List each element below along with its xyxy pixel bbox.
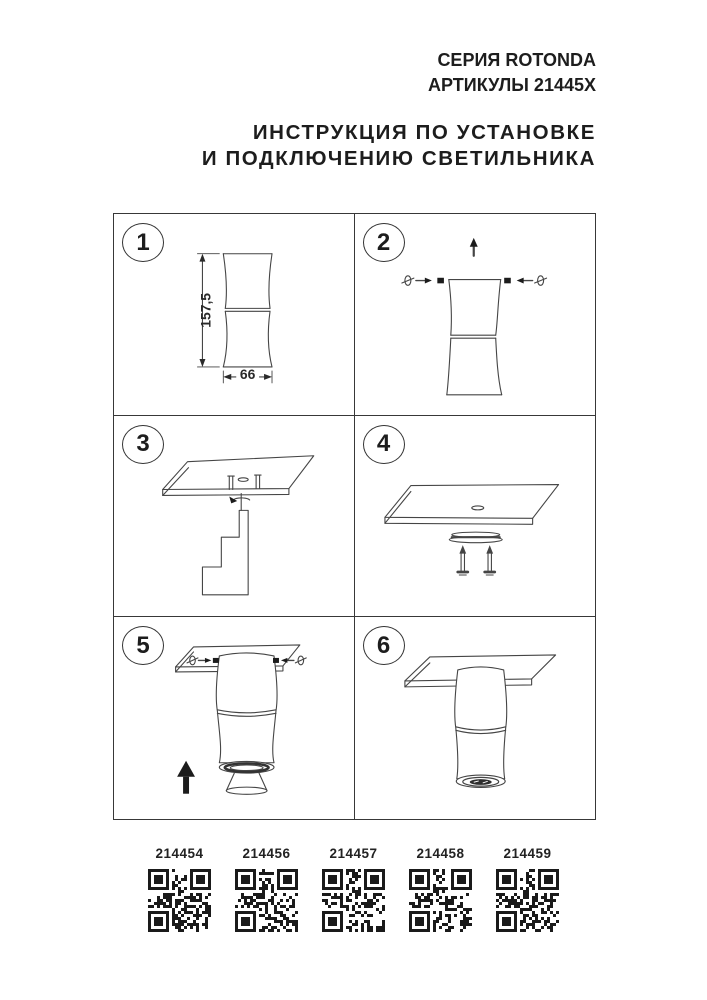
qr-item (409, 846, 473, 932)
qr-item (148, 846, 212, 932)
qr-row (0, 846, 707, 932)
stepped-bracket (202, 510, 248, 594)
instruction-title-line1: ИНСТРУКЦИЯ ПО УСТАНОВКЕ (252, 121, 596, 144)
step-panel-2 (355, 214, 596, 416)
article-number: 214457 (329, 846, 378, 861)
series-articles: АРТИКУЛЫ 21445X (428, 75, 596, 95)
qr-code (496, 869, 559, 932)
up-arrow (469, 238, 477, 247)
fixture-body (454, 667, 506, 779)
step-number-badge: 4 (363, 425, 405, 464)
step-panel-4 (355, 416, 596, 618)
step-number-badge: 5 (122, 626, 164, 665)
steps-grid (113, 213, 596, 820)
up-arrow (177, 761, 195, 777)
screw (484, 553, 494, 575)
screw (437, 278, 444, 284)
screw (504, 278, 511, 284)
step-number-badge: 3 (122, 425, 164, 464)
qr-item (496, 846, 560, 932)
ceiling-plate (384, 484, 558, 518)
step-panel-3 (114, 416, 355, 618)
fixture-body (216, 653, 277, 763)
width-dimension-label: 66 (239, 365, 256, 382)
article-number: 214454 (155, 846, 204, 861)
height-dimension-label: 157,5 (197, 292, 214, 328)
article-number: 214456 (242, 846, 291, 861)
qr-code (235, 869, 298, 932)
rotate-screw-icon (401, 276, 413, 286)
lamp (469, 779, 491, 785)
step-number-badge: 2 (363, 223, 405, 262)
instruction-title-line2: И ПОДКЛЮЧЕНИЮ СВЕТИЛЬНИКА (201, 147, 596, 170)
article-number: 214458 (416, 846, 465, 861)
qr-item (322, 846, 386, 932)
qr-item (235, 846, 299, 932)
screw (213, 658, 219, 663)
step-panel-5 (114, 617, 355, 819)
qr-code (322, 869, 385, 932)
step-panel-6 (355, 617, 596, 819)
instruction-title (202, 120, 596, 172)
screw (273, 658, 279, 663)
screw (457, 553, 467, 575)
fixture-seam (225, 308, 270, 311)
rotate-screw-icon (295, 656, 306, 665)
rotate-screw-icon (534, 276, 546, 286)
header (202, 48, 596, 172)
qr-code (148, 869, 211, 932)
series-title: СЕРИЯ ROTONDA (437, 50, 596, 70)
step-number-badge: 6 (363, 626, 405, 665)
qr-code (409, 869, 472, 932)
article-number: 214459 (503, 846, 552, 861)
ceiling-plate (163, 455, 314, 489)
step-panel-1 (114, 214, 355, 416)
fixture-seam (450, 335, 495, 338)
step-number-badge: 1 (122, 223, 164, 262)
